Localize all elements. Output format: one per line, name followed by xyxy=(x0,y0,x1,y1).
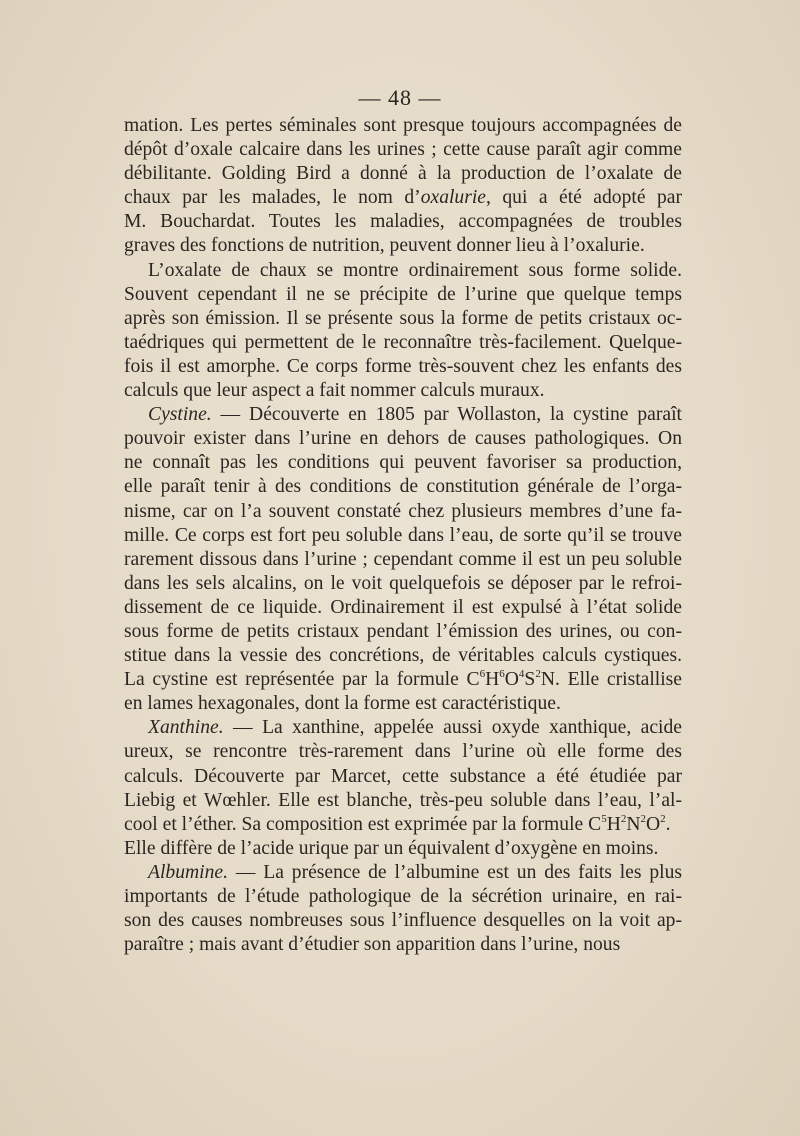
text-line: Albumine. — La présence de l’albumine est un des faits les plus xyxy=(148,861,682,883)
text-line: Xanthine. — La xanthine, appelée aussi oxyde xanthique, acide xyxy=(148,717,682,739)
text-line: L’oxalate de chaux se montre ordinairement sous forme solide. xyxy=(148,259,682,281)
text-line: chaux par les malades, le nom d’oxalurie, qui a été adopté par xyxy=(124,187,682,209)
text-line: ureux, se rencontre très-rarement dans l’urine où elle forme des xyxy=(124,741,682,763)
chemical-formula: $C^5H^2N^2O^2$ xyxy=(588,812,666,835)
text-line: cool et l’éther. Sa composition est exprimée par la formule $C^5H^2N^2O^2$. xyxy=(124,812,671,835)
text-line: dans les sels alcalins, on le voit quelquefois se déposer par le refroi- xyxy=(124,572,682,594)
text-line: paraître ; mais avant d’étudier son apparition dans l’urine, nous xyxy=(124,934,621,956)
text-line: ne connaît pas les conditions qui peuvent favoriser sa production, xyxy=(124,452,682,474)
text-line: La cystine est représentée par la formule $C^6H^6O^4S^2N$. Elle cristallise xyxy=(124,668,682,691)
body-text xyxy=(124,114,682,957)
text-line: mation. Les pertes séminales sont presque toujours accompagnées de xyxy=(124,115,682,136)
italic-term: Cystine. xyxy=(148,404,212,426)
text-line: M. Bouchardat. Toutes les maladies, accompagnées de troubles xyxy=(124,211,682,233)
text-line: Liebig et Wœhler. Elle est blanche, très-peu soluble dans l’eau, l’al- xyxy=(124,789,682,811)
text-line: sous forme de petits cristaux pendant l’émission des urines, ou con- xyxy=(124,620,682,642)
italic-term: Albumine. xyxy=(148,861,228,883)
text-line: elle paraît tenir à des conditions de constitution générale de l’orga- xyxy=(124,476,682,498)
text-line: mille. Ce corps est fort peu soluble dans l’eau, de sorte qu’il se trouve xyxy=(124,524,682,546)
text-line: stitue dans la vessie des concrétions, de véritables calculs cystiques. xyxy=(124,645,682,667)
italic-term: oxalurie xyxy=(420,187,486,209)
text-line: en lames hexagonales, dont la forme est caractéristique. xyxy=(124,693,561,715)
text-line: après son émission. Il se présente sous la forme de petits cristaux oc- xyxy=(124,307,682,329)
text-line: son des causes nombreuses sous l’influence desquelles on la voit ap- xyxy=(124,910,682,932)
page-number: — 48 — xyxy=(358,85,442,110)
text-line: Cystine. — Découverte en 1805 par Wollaston, la cystine paraît xyxy=(148,404,682,426)
italic-term: Xanthine. xyxy=(148,717,224,739)
text-line: pouvoir exister dans l’urine en dehors de causes pathologiques. On xyxy=(124,428,682,450)
text-line: Elle diffère de l’acide urique par un équivalent d’oxygène en moins. xyxy=(124,837,659,859)
chemical-formula: $C^6H^6O^4S^2N$ xyxy=(466,668,555,691)
text-line: nisme, car on l’a souvent constaté chez plusieurs membres d’une fa- xyxy=(124,500,682,522)
text-line: débilitante. Golding Bird a donné à la production de l’oxalate de xyxy=(124,163,682,185)
text-line: importants de l’étude pathologique de la sécrétion urinaire, en rai- xyxy=(124,886,682,907)
text-line: graves des fonctions de nutrition, peuvent donner lieu à l’oxalurie. xyxy=(124,235,645,257)
text-line: dissement de ce liquide. Ordinairement il est expulsé à l’état solide xyxy=(124,596,682,618)
text-line: dépôt d’oxale calcaire dans les urines ; cette cause paraît agir comme xyxy=(124,139,682,161)
text-line: taédriques qui permettent de le reconnaître très-facilement. Quelque- xyxy=(124,331,682,353)
text-line: Souvent cependant il ne se précipite de l’urine que quelque temps xyxy=(124,283,682,305)
text-line: fois il est amorphe. Ce corps forme très-souvent chez les enfants des xyxy=(124,355,682,377)
text-line: calculs. Découverte par Marcet, cette substance a été étudiée par xyxy=(124,765,682,787)
text-line: calculs que leur aspect a fait nommer calculs muraux. xyxy=(124,380,545,402)
text-line: rarement dissous dans l’urine ; cependant comme il est un peu soluble xyxy=(124,548,682,570)
